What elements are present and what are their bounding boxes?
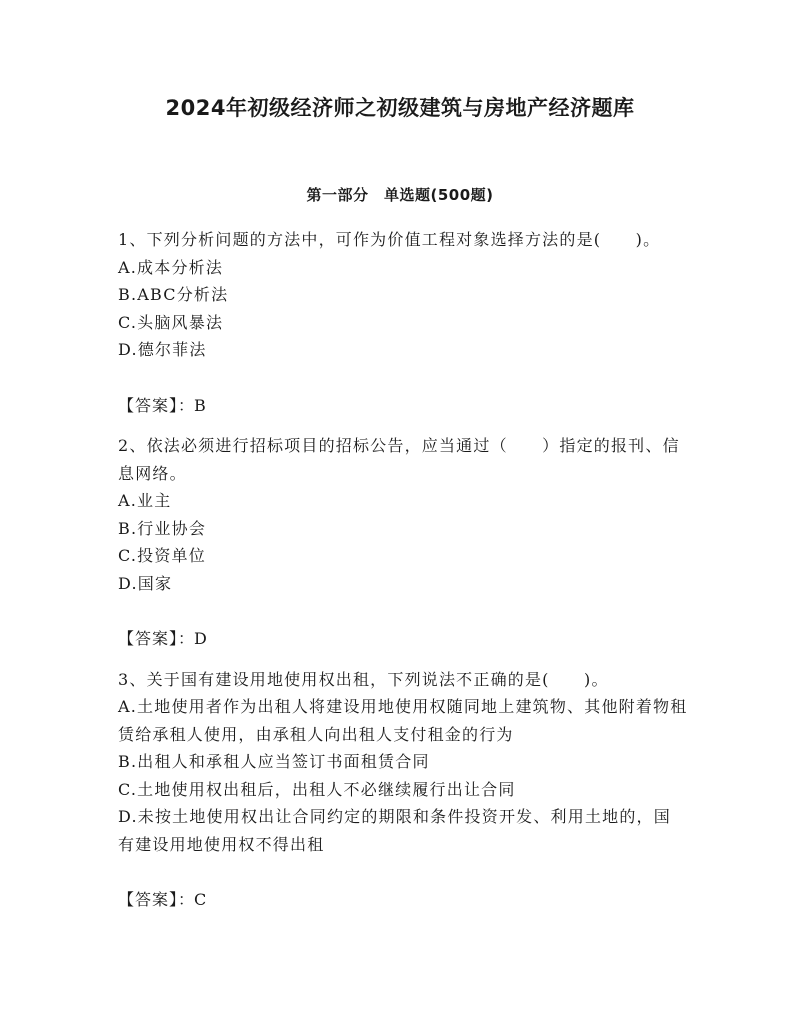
question-3	[118, 666, 688, 914]
question-list	[118, 226, 688, 914]
answer-value: C	[194, 890, 208, 909]
question-2	[118, 432, 688, 653]
option-d: D.国家	[118, 573, 173, 593]
answer-colon: ：	[178, 890, 195, 909]
option-list	[118, 254, 688, 364]
option-b: B.ABC分析法	[118, 285, 229, 304]
section-title: 第一部分 单选题(500题)	[306, 186, 494, 204]
answer-line	[118, 392, 688, 420]
answer-label: 【答案】	[118, 629, 179, 648]
answer-colon: ：	[178, 629, 195, 648]
answer-line	[118, 886, 688, 914]
answer-line	[118, 625, 688, 653]
question-stem: 3、关于国有建设用地使用权出租，下列说法不正确的是( )。	[118, 669, 609, 689]
option-c: C.土地使用权出租后，出租人不必继续履行出让合同	[118, 779, 516, 799]
option-a: A.业主	[118, 491, 172, 510]
option-c: C.投资单位	[118, 546, 206, 565]
question-stem: 1、下列分析问题的方法中，可作为价值工程对象选择方法的是( )。	[118, 230, 661, 249]
answer-value: B	[194, 395, 207, 415]
document-title: 2024年初级经济师之初级建筑与房地产经济题库	[165, 96, 635, 120]
answer-label: 【答案】	[118, 890, 179, 909]
option-b: B.行业协会	[118, 518, 207, 538]
option-list	[118, 487, 688, 597]
option-d: D.德尔菲法	[118, 340, 207, 359]
option-c: C.头脑风暴法	[118, 312, 224, 332]
question-stem: 2、依法必须进行招标项目的招标公告，应当通过（ ）指定的报刊、信息网络。	[118, 436, 680, 483]
option-d: D.未按土地使用权出让合同约定的期限和条件投资开发、利用土地的，国有建设用地使用权不得出租	[118, 807, 671, 854]
answer-value: D	[194, 629, 209, 648]
question-1	[118, 226, 688, 419]
option-a: A.土地使用者作为出租人将建设用地使用权随同地上建筑物、其他附着物租赁给承租人使用，由承租人向出租人支付租金的行为	[118, 697, 688, 744]
option-list	[118, 693, 688, 858]
answer-label: 【答案】	[118, 395, 179, 415]
option-a: A.成本分析法	[118, 257, 224, 277]
answer-colon: ：	[178, 395, 195, 415]
option-b: B.出租人和承租人应当签订书面租赁合同	[118, 752, 430, 771]
